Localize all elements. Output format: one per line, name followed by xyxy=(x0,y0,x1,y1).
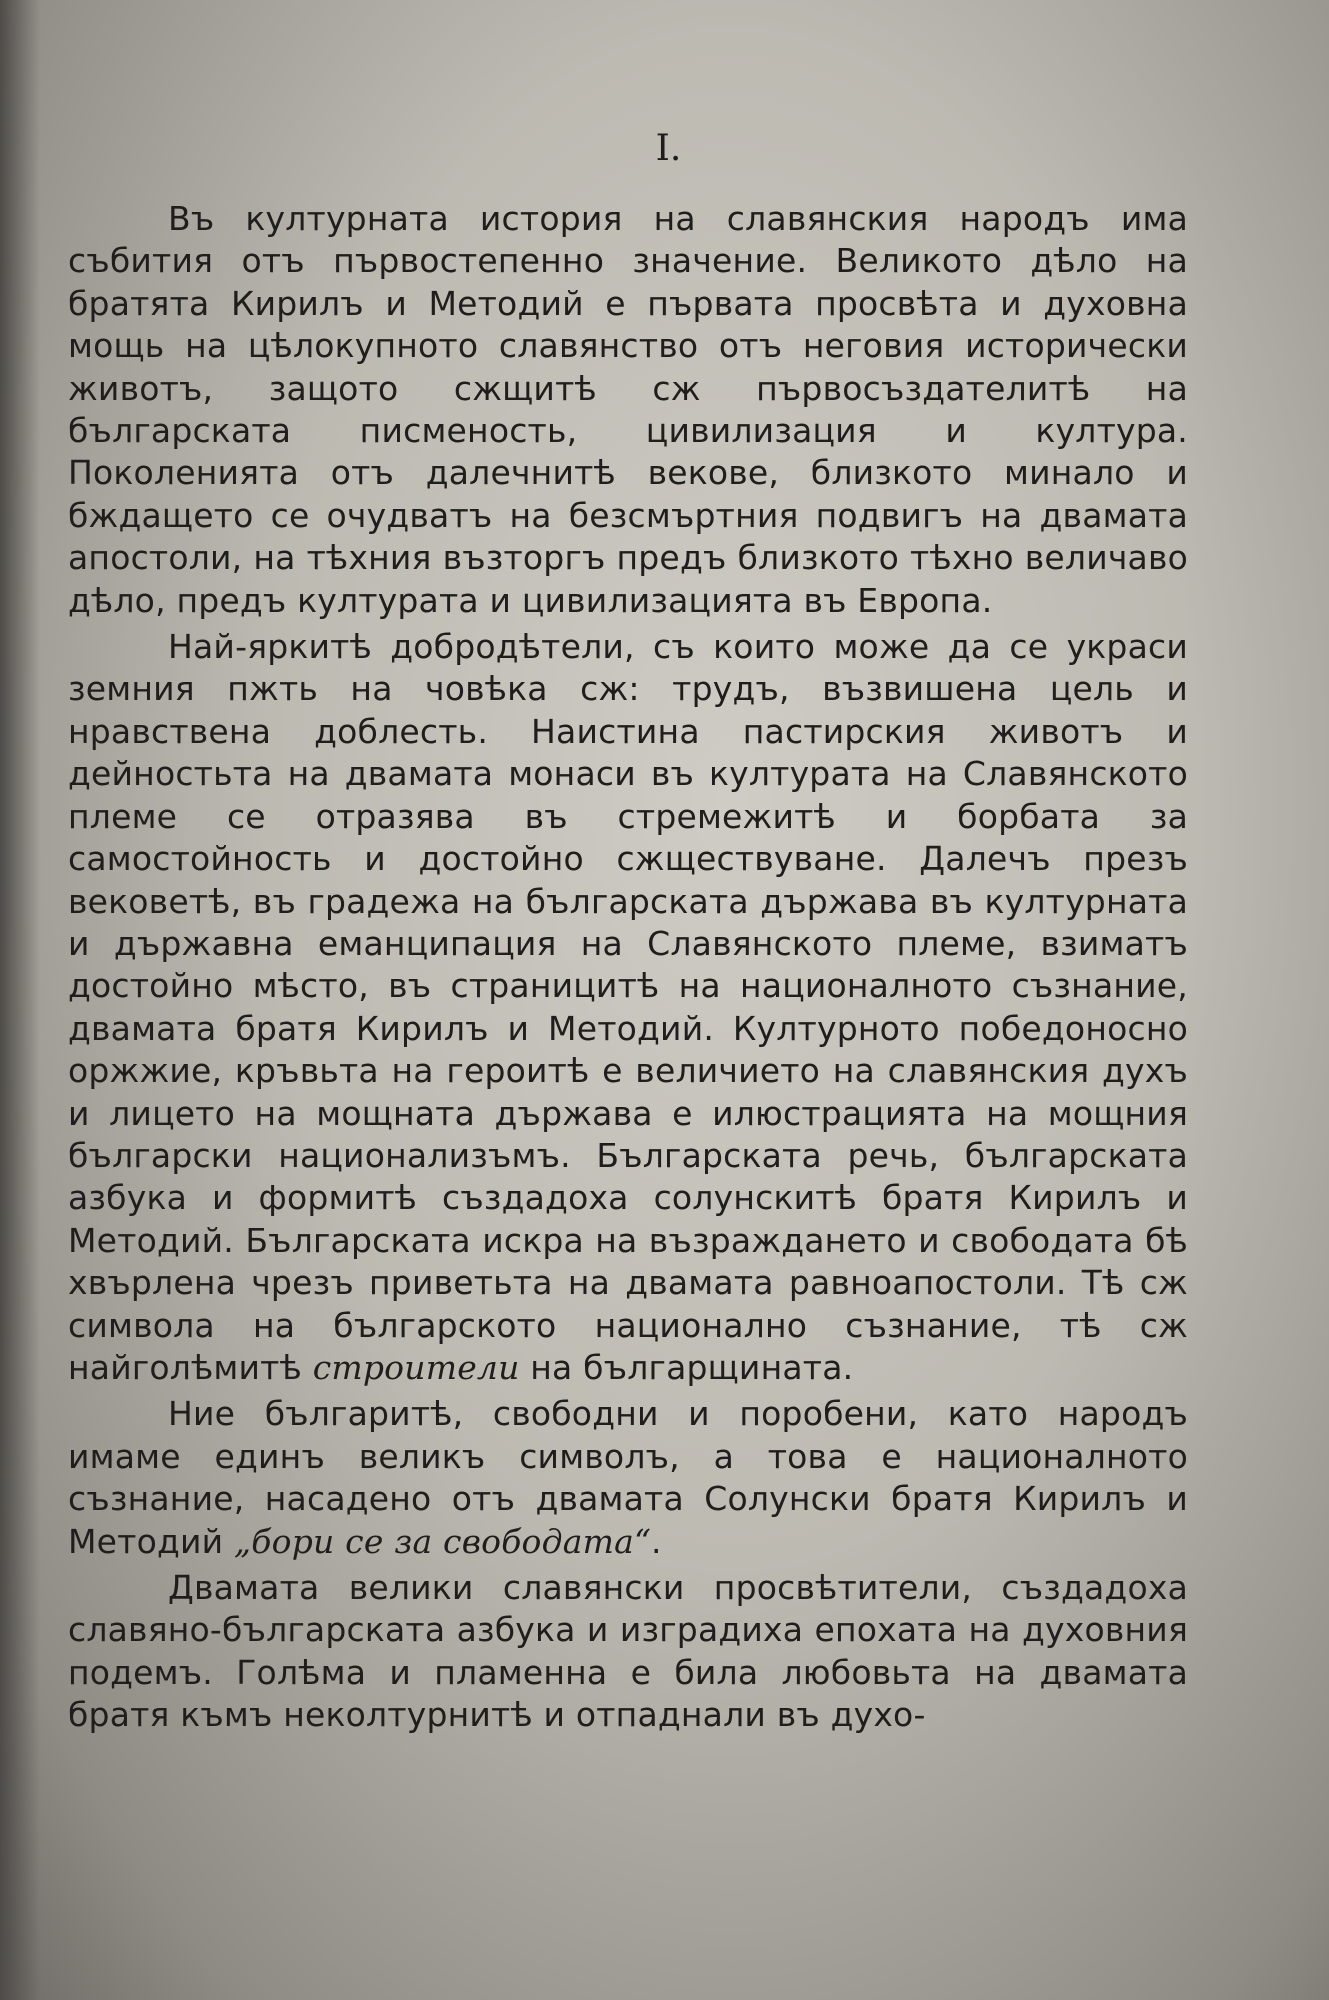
paragraph-2-after: на българщината. xyxy=(519,1347,854,1387)
paragraph-2-italic: строители xyxy=(312,1347,520,1387)
paragraph-4-text: Двамата велики славянски просвѣтители, създадоха славяно-българската азбука и изградиха епохата на духовния подемъ. Голѣма и пламенна е била любовьта на двамата братя къмъ неколтурнитѣ и отпаднали въ духо- xyxy=(68,1568,1188,1735)
paragraph-3 xyxy=(68,1393,1188,1563)
paragraph-3-italic: „бори се за свободата“ xyxy=(234,1521,652,1561)
paragraph-3-text: Ние българитѣ, свободни и поробени, като народъ имаме единъ великъ символъ, а това е националното съзнание, насадено отъ двамата Солунски братя Кирилъ и Методий xyxy=(68,1394,1188,1561)
paragraph-1 xyxy=(68,198,1188,622)
body-text xyxy=(68,198,1188,1737)
page-shadow-edge xyxy=(0,0,40,2000)
paragraph-3-after: . xyxy=(651,1521,662,1561)
paragraph-4 xyxy=(68,1567,1188,1737)
chapter-number: I. xyxy=(655,128,682,169)
paragraph-2 xyxy=(68,626,1188,1389)
paragraph-2-text: Най-яркитѣ добродѣтели, съ които може да се украси земния пжть на човѣка сж: трудъ, възвишена цель и нравствена доблесть. Наистина пастирския животъ и дейностьта на двамата монаси въ културата на Славянското племе се отразява въ стремежитѣ и борбата за самостойность и достойно сжществуване. Далечъ презъ вековетѣ, въ градежа на българската държава въ културната и държавна еманципация на Славянското племе, взиматъ достойно мѣсто, въ страницитѣ на националното съзнание, двамата братя Кирилъ и Методий. Културното победоносно оржжие, кръвьта на героитѣ е величието на славянския духъ и лицето на мощната държава е илюстрацията на мощния български национализъмъ. Българската речь, българската азбука и формитѣ създадоха солунскитѣ братя Кирилъ и Методий. Българската искра на възраждането и свободата бѣ хвърлена чрезъ приветьта на двамата равноапостоли. Тѣ сж символа на българското национално съзнание, тѣ сж найголѣмитѣ xyxy=(68,627,1188,1387)
paragraph-1-text: Въ културната история на славянския народъ има събития отъ първостепенно значение. Великото дѣло на братята Кирилъ и Методий е първата просвѣта и духовна мощь на цѣлокупното славянство отъ неговия исторически животъ, защото сжщитѣ сж първосъздателитѣ на българската писменость, цивилизация и култура. Поколенията отъ далечнитѣ векове, близкото минало и бждащето се очудватъ на безсмъртния подвигъ на двамата апостоли, на тѣхния възторгъ предъ близкото тѣхно величаво дѣло, предъ културата и цивилизацията въ Европа. xyxy=(68,199,1188,620)
